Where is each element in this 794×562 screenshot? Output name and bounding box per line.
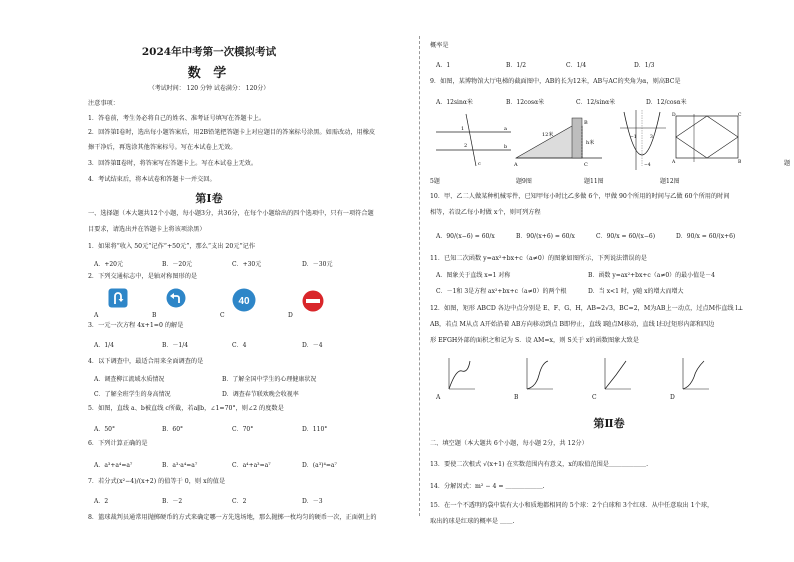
q1-option-a: A．+20元: [94, 261, 123, 268]
q11-option-a: A．图象关于直线 x=1 对称: [436, 272, 511, 279]
svg-text:c: c: [478, 161, 481, 167]
svg-text:h米: h米: [586, 140, 595, 146]
q10-option-b: B．90/(x+6) = 60/x: [516, 233, 575, 240]
question-15: 15．在一个不透明的袋中装有大小和质地都相同的 5个球：2个白球和 3个红球．从中任意取出 1个球，: [430, 502, 714, 509]
q9-option-b: B．12cosα米: [506, 99, 545, 106]
q11-option-b: B．函数 y=ax²+bx+c（a≠0）的最小值是－4: [588, 272, 715, 279]
section-2-heading: 二、填空题（本大题共 6个小题，每小题 2分，共 12分）: [430, 440, 588, 447]
notice-3: 3．回答第Ⅱ卷时，将答案写在答题卡上。写在本试卷上无效。: [88, 160, 258, 167]
svg-text:C: C: [738, 113, 742, 118]
q7-option-b: B．－2: [162, 498, 183, 505]
question-7: 7．若分式(x²−4)/(x+2) 的值等于 0，则 x的值是: [88, 478, 226, 485]
q12-option-b: B: [514, 394, 519, 401]
exam-title: 2024年中考第一次模拟考试: [141, 46, 277, 58]
q12-graph-d: [680, 357, 710, 393]
figure-label-q5: 5题: [430, 178, 440, 185]
q6-option-c: C．a⁴+a³=a⁷: [232, 462, 271, 469]
question-14: 14．分解因式：m² − 4 = ＿＿＿＿＿＿.: [430, 483, 545, 490]
q12-graph-a: [446, 357, 476, 393]
no-entry-sign-icon: [302, 290, 324, 316]
svg-text:B: B: [738, 160, 742, 164]
question-11: 11．已知二次函数 y=ax²+bx+c（a≠0）的图象如图所示，下列说法错误的是: [430, 255, 647, 262]
q12-option-c: C: [592, 394, 597, 401]
notice-2b: 擦干净后，再选涂其他答案标号。写在本试卷上无效。: [88, 144, 237, 151]
q3-option-c: C．4: [232, 342, 247, 349]
q12-option-d: D: [670, 394, 675, 401]
q3-option-b: B．－1/4: [162, 342, 189, 349]
q5-option-c: C．70°: [232, 426, 254, 433]
volume-2-heading: 第Ⅱ卷: [593, 417, 625, 430]
q1-option-b: B．－20元: [162, 261, 193, 268]
svg-text:1: 1: [461, 126, 465, 132]
question-2: 2．下列交通标志中，是轴对称图形的是: [88, 273, 198, 280]
svg-text:b: b: [504, 144, 508, 150]
right-page: [424, 0, 794, 562]
svg-text:−1: −1: [630, 135, 637, 140]
q1-option-c: C．+30元: [232, 261, 262, 268]
figure-q11-parabola: [620, 108, 666, 174]
question-9: 9．如图，某博物馆大厅电梯的截面图中，AB的长为12米，AB与AC的夹角为α，则高BC是: [430, 78, 681, 85]
svg-text:12米: 12米: [542, 132, 554, 138]
q3-option-d: D．－4: [302, 342, 323, 349]
q7-option-d: D．－3: [302, 498, 323, 505]
speed-limit-value: 40: [238, 296, 250, 307]
q10-option-c: C．90/x = 60/(x−6): [596, 233, 656, 240]
q12-graph-c: [602, 357, 632, 393]
question-13: 13．要使二次根式 √(x+1) 在实数范围内有意义，x的取值范围是＿＿＿＿＿＿.: [430, 461, 649, 468]
q4-option-b: B．了解全国中学生的心理健康状况: [222, 376, 317, 383]
svg-text:2: 2: [464, 143, 468, 149]
exam-info: （考试时间： 120 分钟 试卷满分： 120分）: [148, 85, 270, 92]
svg-text:−4: −4: [644, 163, 651, 168]
q7-option-a: A．2: [94, 498, 109, 505]
q8-option-c: C．1/4: [566, 62, 587, 69]
notice-2: 2．回答第Ⅰ卷时，选出每小题答案后，用2B铅笔把答题卡上对应题目的答案标号涂黑。如需改动，用橡皮: [88, 129, 376, 136]
q2-option-a: A: [94, 312, 99, 319]
q11-option-d: D．当 x<1 时，y随 x的增大而增大: [588, 288, 684, 295]
notice-1: 1．答卷前，考生务必将自己的姓名、准考证号填写在答题卡上。: [88, 115, 266, 122]
q9-option-d: D．12/cosα米: [646, 99, 687, 106]
question-1: 1．如果将“收入 50元”记作“+50元”，那么“支出 20元”记作: [88, 243, 256, 250]
question-4: 4．以下调查中，最适合用来全面调查的是: [88, 358, 204, 365]
svg-text:a: a: [504, 126, 507, 132]
q2-option-d: D: [288, 312, 293, 319]
figure-label-q12: 题12图: [660, 178, 680, 185]
q6-option-a: A．a³+a⁴=a⁷: [94, 462, 133, 469]
q10-option-d: D．90/x = 60/(x+6): [676, 233, 736, 240]
q5-option-b: B．60°: [162, 426, 184, 433]
q9-option-a: A．12sinα米: [436, 99, 473, 106]
svg-text:A: A: [672, 160, 676, 164]
question-12-b: AB，若点 M从点 A开始沿着 AB方向移动到点 B即停止，直线 l随点M移动，直线 l扫过矩形内部和四边: [430, 321, 715, 328]
q5-option-d: D．110°: [302, 426, 328, 433]
q6-option-d: D．(a³)⁴=a⁷: [302, 462, 337, 469]
q2-option-c: C: [220, 312, 225, 319]
section-1-heading-b: 目要求，请选出并在答题卡上将该项涂黑）: [88, 226, 206, 233]
figure-label-q11: 题11图: [584, 178, 604, 185]
q4-option-c: C．了解全班学生的身高情况: [94, 391, 171, 398]
svg-text:C: C: [584, 162, 588, 168]
question-12: 12．如图，矩形 ABCD 各边中点分别是 E、F、G、H，AB=2√3，BC=2，M为AB上一动点，过点M作直线 l⊥: [430, 305, 744, 312]
q3-option-a: A．1/4: [94, 342, 114, 349]
notice-4: 4．考试结束后，将本试卷和答题卡一并交回。: [88, 176, 216, 183]
question-12-c: 形 EFGH外部的面积之和记为 S．设 AM=x，则 S关于 x的函数图象大致是: [430, 337, 639, 344]
speed-limit-sign-icon: [232, 288, 256, 316]
q2-option-b: B: [152, 312, 157, 319]
figure-side-label: 题: [784, 160, 791, 167]
q9-option-c: C．12/sinα米: [576, 99, 616, 106]
question-10: 10．甲、乙二人做某种机械零件，已知甲每小时比乙多做 6个，甲做 90个所用的时间与乙做 60个所用的时间: [430, 193, 730, 200]
q10-option-a: A．90/(x−6) = 60/x: [436, 233, 495, 240]
question-6: 6．下列计算正确的是: [88, 440, 148, 447]
question-8-continued: 概率是: [430, 42, 449, 49]
q8-option-a: A．1: [436, 62, 451, 69]
svg-text:3: 3: [650, 135, 653, 140]
q4-option-d: D．调查春节联欢晚会收视率: [222, 391, 299, 398]
q4-option-a: A．调查柳江流域水质情况: [94, 376, 165, 383]
turn-left-sign-icon: [166, 288, 186, 312]
svg-text:A: A: [514, 162, 518, 168]
q7-option-c: C．2: [232, 498, 247, 505]
q8-option-d: D．1/3: [634, 62, 655, 69]
q8-option-b: B．1/2: [506, 62, 527, 69]
q1-option-d: D．－30元: [302, 261, 333, 268]
question-3: 3．一元一次方程 4x+1=0 的解是: [88, 322, 184, 329]
q12-option-a: A: [436, 394, 441, 401]
question-5: 5．如图，直线 a、b被直线 c所截，若a∥b，∠1=70°，则∠2 的度数是: [88, 405, 284, 412]
q5-option-a: A．50°: [94, 426, 115, 433]
figure-label-q9: 题9图: [516, 178, 532, 185]
question-8: 8．篮球裁判员通常用抛掷硬币的方式来确定哪一方先选场地，那么抛掷一枚均匀的硬币一次，正面朝上的: [88, 514, 377, 521]
volume-1-heading: 第Ⅰ卷: [195, 192, 223, 205]
svg-text:D: D: [672, 113, 676, 118]
figure-q5-parallel-lines: [436, 112, 511, 171]
svg-text:B: B: [584, 120, 588, 126]
notice-title: 注意事项：: [88, 100, 119, 107]
q11-option-c: C．－1和 3是方程 ax²+bx+c（a≠0）的两个根: [436, 288, 567, 295]
question-10-b: 相等，若设乙每小时做 x个，则可列方程: [430, 209, 541, 216]
q12-graph-b: [524, 357, 554, 393]
question-15-b: 取出的球是红球的概率是 ＿＿.: [430, 518, 515, 525]
subject-title: 数 学: [187, 66, 231, 81]
page-divider: [419, 36, 420, 516]
figure-q12-rectangle: [672, 112, 744, 168]
u-turn-sign-icon: [108, 288, 128, 312]
section-1-heading: 一、选择题（本大题共12个小题，每小题3分，共36分，在每个小题给出的四个选项中，只有一项符合题: [88, 210, 374, 217]
q6-option-b: B．a³·a⁴=a⁷: [162, 462, 198, 469]
figure-q9-escalator: [512, 110, 622, 174]
